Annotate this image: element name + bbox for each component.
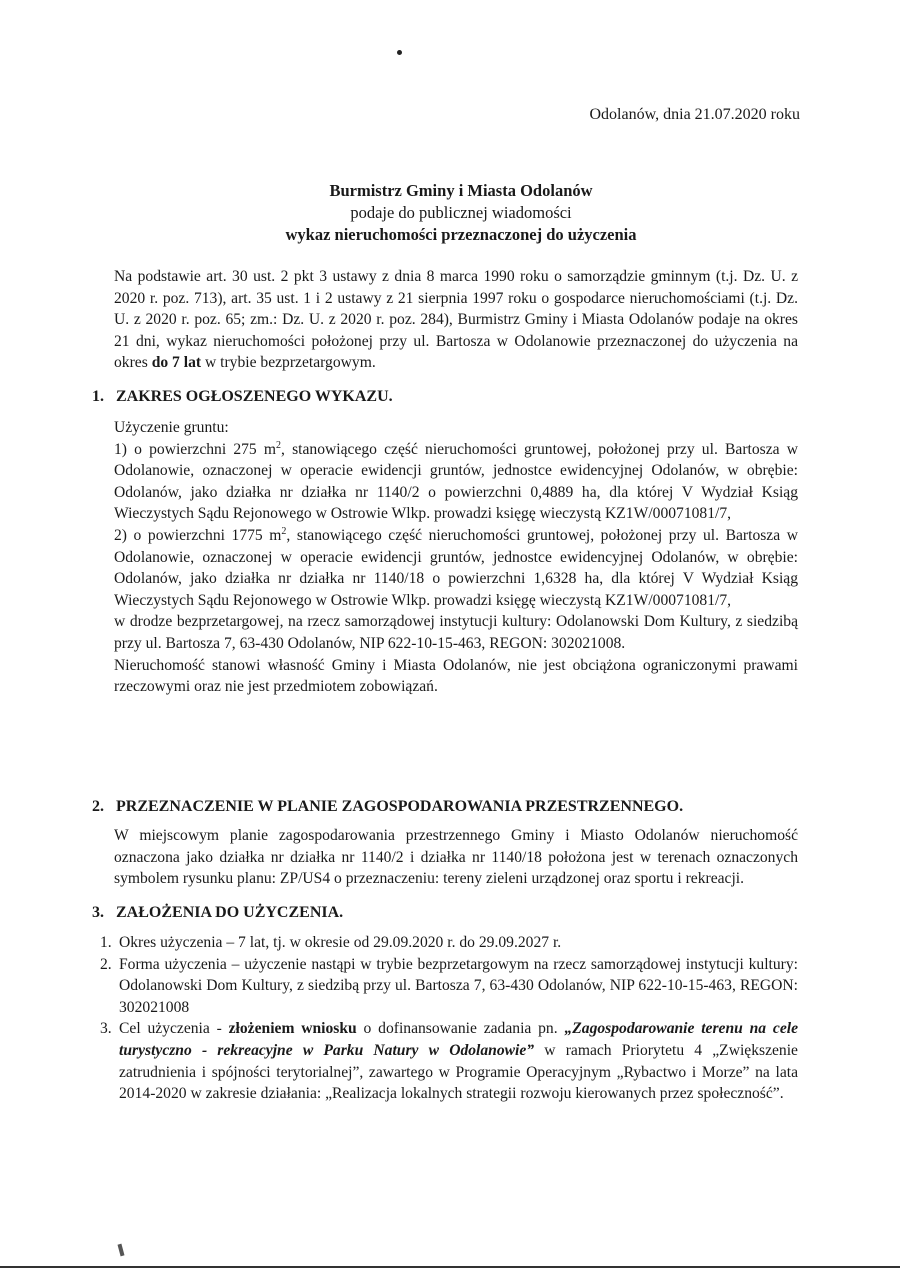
list-item-number: 1.: [100, 934, 112, 951]
purpose-connector: o dofinansowanie zadania pn.: [356, 1020, 565, 1038]
purpose-program: w ramach Priorytetu 4 „Zwiększenie zatrudnienia i spójności terytorialnej”, zawartego w Programie Operacyjnym „Rybactwo i Morze” na lata 2014-2020 w zakresie działania: „Realizacja lokalnych strategii rozwoju kierowanych przez społeczność”.: [119, 1041, 798, 1103]
section-3-number: 3.: [92, 904, 104, 921]
intro-text-a: Na podstawie art. 30 ust. 2 pkt 3 ustawy z dnia 8 marca 1990 roku o samorządzie gminnym (t.j. Dz. U. z 2020 r. poz. 713), art. 35 ust. 1 i 2 ustawy z 21 sierpnia 1997 roku o gospodarce nieruchomościami (t.j. Dz. U. z 2020 r. poz. 65; zm.: Dz. U. z 2020 r. poz. 284), Burmistrz Gminy i Miasta Odolanów podaje na okres 21 dni, wykaz nieruchomości położonej przy ul. Bartosza w Odolanowie przeznaczonej do użyczenia na okres: [114, 268, 798, 372]
list-item: [94, 954, 798, 1019]
date-line: Odolanów, dnia 21.07.2020 roku: [589, 106, 800, 123]
section-1-number: 1.: [92, 388, 104, 405]
section-1-heading: [92, 386, 393, 408]
list-item-number: 2.: [100, 955, 112, 973]
scan-dot: [397, 50, 402, 55]
section-2-text: W miejscowym planie zagospodarowania przestrzennego Gminy i Miasto Odolanów nieruchomość oznaczona jako działka nr działka nr 1140/2 i działka nr 1140/18 położona jest w terenach oznaczonych symbolem rysunku planu: ZP/US4 o przeznaczeniu: tereny zieleni urządzonej oraz sportu i rekreacji.: [114, 827, 798, 888]
item-1-area: 1) o powierzchni 275 m: [114, 440, 277, 458]
header-title: wykaz nieruchomości przeznaczonej do użyczenia: [285, 225, 637, 244]
section-1-mode: w drodze bezprzetargowej, na rzecz samorządowej instytucji kultury: Odolanowski Dom Kultury, z siedzibą przy ul. Bartosza 7, 63-430 Odolanów, NIP 622-10-15-463, REGON: 302021008.: [114, 613, 798, 652]
header-issuer: Burmistrz Gminy i Miasta Odolanów: [329, 181, 593, 200]
document-header: [0, 180, 900, 246]
section-1-body: [114, 417, 798, 698]
section-2-body: [114, 825, 798, 890]
header-subtitle: podaje do publicznej wiadomości: [350, 203, 572, 222]
item-2-unit-sup: 2: [281, 525, 287, 537]
intro-duration: do 7 lat: [151, 354, 202, 372]
section-2-number: 2.: [92, 798, 104, 815]
section-1-title: ZAKRES OGŁOSZENEGO WYKAZU.: [116, 388, 393, 405]
item-2-description: , stanowiącego część nieruchomości gruntowej, położonej przy ul. Bartosza w Odolanowie, oznaczonej w operacie ewidencji gruntów, jednostce ewidencyjnej Odolanów, w obrębie: Odolanów, jako działka nr działka nr 1140/18 o powierzchni 1,6328 ha, dla której V Wydział Ksiąg Wieczystych Sądu Rejonowego w Ostrowie Wlkp. prowadzi księgę wieczystą KZ1W/00071081/7,: [114, 526, 798, 609]
scan-mark: [118, 1244, 125, 1257]
purpose-lead: Cel użyczenia -: [119, 1020, 229, 1038]
intro-text-b: w trybie bezprzetargowym.: [201, 354, 376, 372]
section-2-title: PRZEZNACZENIE W PLANIE ZAGOSPODAROWANIA PRZESTRZENNEGO.: [116, 798, 684, 815]
section-3-heading: [92, 902, 343, 924]
bottom-edge-line: [0, 1266, 900, 1268]
purpose-project-name: „Zagospodarowanie terenu na cele turystyczno - rekreacyjne w Parku Natury w Odolanowie”: [119, 1020, 799, 1059]
list-item-text: Okres użyczenia – 7 lat, tj. w okresie od 29.09.2020 r. do 29.09.2027 r.: [119, 934, 562, 951]
section-1-ownership: Nieruchomość stanowi własność Gminy i Miasta Odolanów, nie jest obciążona ograniczonymi prawami rzeczowymi oraz nie jest przedmiotem zobowiązań.: [114, 656, 798, 696]
list-item-text: Forma użyczenia – użyczenie nastąpi w trybie bezprzetargowym na rzecz samorządowej instytucji kultury: Odolanowski Dom Kultury, z siedzibą przy ul. Bartosza 7, 63-430 Odolanów, NIP 622-10-15-463, REGON: 302021008: [119, 955, 798, 1016]
section-3-title: ZAŁOŻENIA DO UŻYCZENIA.: [116, 904, 344, 921]
section-1-lead: Użyczenie gruntu:: [114, 419, 229, 436]
item-1-description: , stanowiącego część nieruchomości gruntowej, położonej przy ul. Bartosza w Odolanowie, oznaczonej w operacie ewidencji gruntów, jednostce ewidencyjnej Odolanów, w obrębie: Odolanów, jako działka nr działka nr 1140/2 o powierzchni 0,4889 ha, dla której V Wydział Ksiąg Wieczystych Sądu Rejonowego w Ostrowie Wlkp. prowadzi księgę wieczystą KZ1W/00071081/7,: [114, 440, 798, 523]
section-3-list: [94, 932, 798, 1105]
section-2-heading: [92, 796, 683, 818]
item-1-unit-sup: 2: [276, 439, 282, 451]
list-item: [94, 1018, 798, 1104]
purpose-application: złożeniem wniosku: [228, 1020, 357, 1038]
item-2-area: 2) o powierzchni 1775 m: [114, 526, 282, 544]
section-1-item-2: [114, 525, 798, 611]
list-item-number: 3.: [100, 1020, 112, 1038]
list-item: [94, 932, 798, 954]
intro-paragraph: [114, 266, 798, 374]
section-1-item-1: [114, 439, 798, 525]
